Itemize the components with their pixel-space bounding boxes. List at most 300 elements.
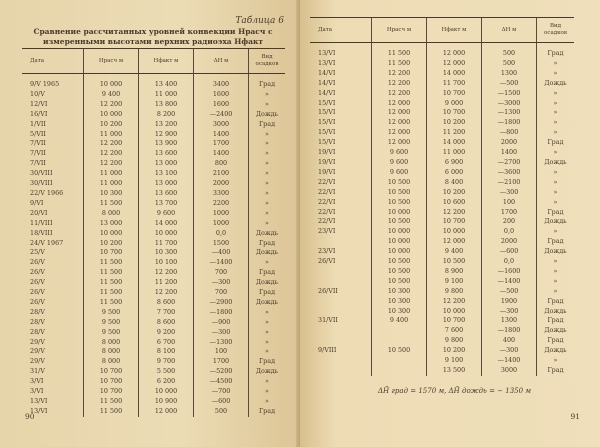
- table-cell: 23/VI: [318, 227, 336, 236]
- table-cell: 3/VI: [30, 377, 44, 386]
- table-row: [22, 357, 285, 367]
- data-table-right: [310, 17, 574, 376]
- table-cell: 13 200: [139, 120, 194, 130]
- table-cell: Дождь: [249, 367, 286, 377]
- table-cell: 9 800: [427, 287, 482, 297]
- table-cell: 11/VIII: [30, 218, 53, 227]
- table-cell: —2400: [194, 110, 249, 120]
- table-cell: 6 200: [139, 377, 194, 387]
- table-cell: 8 000: [84, 347, 139, 357]
- table-cell: —300: [482, 307, 537, 317]
- table-row: [310, 148, 574, 158]
- table-cell: »: [249, 387, 286, 397]
- table-row: [310, 188, 574, 198]
- table-cell: —1400: [194, 258, 249, 268]
- table-cell: 10 600: [427, 198, 482, 208]
- table-cell: 13 700: [139, 199, 194, 209]
- table-cell: 10 200: [427, 188, 482, 198]
- table-cell: —2100: [482, 178, 537, 188]
- table-cell: 20/VI: [30, 208, 48, 217]
- table-cell: 10 500: [372, 277, 427, 287]
- table-row: [22, 239, 285, 249]
- table-cell: 13 100: [139, 169, 194, 179]
- table-cell: 10 200: [84, 120, 139, 130]
- table-cell: Дождь: [537, 307, 575, 317]
- table-cell: »: [249, 149, 286, 159]
- table-cell: 12 000: [372, 118, 427, 128]
- table-cell: Град: [537, 237, 575, 247]
- table-cell: 2000: [482, 138, 537, 148]
- table-row: [310, 178, 574, 188]
- table-cell: 12 000: [427, 59, 482, 69]
- table-cell: 10 300: [372, 307, 427, 317]
- table-cell: »: [249, 100, 286, 110]
- table-cell: 11 500: [84, 407, 139, 417]
- table-row: [22, 248, 285, 258]
- column-header: Нрасч м: [84, 49, 139, 74]
- table-cell: 10 000: [372, 227, 427, 237]
- table-cell: 12 200: [84, 159, 139, 169]
- table-cell: —3600: [482, 168, 537, 178]
- table-cell: »: [537, 118, 575, 128]
- table-row: [310, 267, 574, 277]
- table-cell: 500: [482, 43, 537, 59]
- table-cell: 10 000: [372, 208, 427, 218]
- table-cell: 11 500: [84, 268, 139, 278]
- table-cell: 9 800: [427, 336, 482, 346]
- table-cell: 26/VII: [318, 286, 338, 295]
- table-cell: 10 500: [372, 267, 427, 277]
- table-row: [310, 168, 574, 178]
- table-cell: 3400: [194, 74, 249, 90]
- table-cell: Град: [537, 138, 575, 148]
- table-cell: 400: [482, 336, 537, 346]
- table-row: [310, 326, 574, 336]
- table-cell: »: [249, 90, 286, 100]
- table-cell: 3/VI: [30, 387, 44, 396]
- table-cell: —900: [194, 318, 249, 328]
- table-row: [22, 209, 285, 219]
- table-cell: 12 200: [427, 208, 482, 218]
- table-cell: 6 000: [427, 168, 482, 178]
- table-cell: 15/VI: [318, 108, 336, 117]
- table-cell: 1300: [482, 316, 537, 326]
- table-cell: 22/VI: [318, 187, 336, 196]
- table-cell: 30/VIII: [30, 169, 53, 178]
- table-cell: »: [249, 377, 286, 387]
- table-cell: 1/VII: [30, 119, 46, 128]
- table-cell: 15/VI: [318, 138, 336, 147]
- table-cell: —5200: [194, 367, 249, 377]
- table-cell: [372, 366, 427, 376]
- table-row: [310, 257, 574, 267]
- table-cell: 700: [194, 268, 249, 278]
- table-cell: 10 300: [372, 297, 427, 307]
- table-cell: 5/VII: [30, 129, 46, 138]
- table-cell: —300: [194, 328, 249, 338]
- table-cell: 100: [482, 198, 537, 208]
- table-cell: —4500: [194, 377, 249, 387]
- table-cell: 10 700: [427, 316, 482, 326]
- table-cell: 13 600: [139, 189, 194, 199]
- table-cell: 10 700: [427, 89, 482, 99]
- table-cell: 13 400: [139, 74, 194, 90]
- table-cell: —300: [482, 188, 537, 198]
- table-cell: 0,0: [482, 257, 537, 267]
- table-cell: 10 300: [372, 287, 427, 297]
- table-cell: 11 500: [84, 258, 139, 268]
- table-cell: —2700: [482, 158, 537, 168]
- table-cell: 13 000: [84, 219, 139, 229]
- table-cell: »: [249, 258, 286, 268]
- table-cell: —700: [194, 387, 249, 397]
- table-cell: 10 900: [139, 397, 194, 407]
- table-cell: 10 500: [372, 257, 427, 267]
- table-cell: —2900: [194, 298, 249, 308]
- table-cell: 11 700: [139, 239, 194, 249]
- table-cell: 11 500: [84, 397, 139, 407]
- table-cell: 1400: [482, 148, 537, 158]
- table-cell: 14 000: [427, 69, 482, 79]
- table-cell: 25/V: [30, 248, 45, 257]
- table-cell: 10 500: [427, 257, 482, 267]
- table-cell: »: [537, 89, 575, 99]
- column-header: ΔН м: [194, 49, 249, 74]
- table-cell: 12 000: [372, 108, 427, 118]
- page-number: 90: [25, 412, 35, 421]
- table-cell: [310, 297, 372, 307]
- table-cell: 1400: [194, 130, 249, 140]
- table-cell: 14 000: [427, 138, 482, 148]
- table-cell: 8 000: [84, 338, 139, 348]
- table-cell: 7 700: [139, 308, 194, 318]
- table-cell: 15/VI: [318, 118, 336, 127]
- table-cell: —1600: [482, 267, 537, 277]
- table-cell: 13/VI: [318, 49, 336, 57]
- table-cell: 1300: [482, 69, 537, 79]
- table-caption: Сравнение рассчитанных уровней конвекции Нрасч с измеренными высотами верхних радиоэха Нфакт: [33, 27, 273, 46]
- table-row: [310, 336, 574, 346]
- table-cell: 8 000: [84, 357, 139, 367]
- table-cell: 12 200: [84, 149, 139, 159]
- table-cell: 12 000: [372, 128, 427, 138]
- table-cell: 9 700: [139, 357, 194, 367]
- table-cell: —1400: [482, 277, 537, 287]
- table-row: [310, 237, 574, 247]
- table-cell: 10 000: [139, 387, 194, 397]
- table-cell: Дождь: [537, 158, 575, 168]
- table-cell: 10 000: [84, 110, 139, 120]
- table-cell: 9 600: [139, 209, 194, 219]
- table-cell: [372, 336, 427, 346]
- table-cell: 10 700: [84, 377, 139, 387]
- table-cell: 1600: [194, 100, 249, 110]
- table-cell: 1900: [482, 297, 537, 307]
- table-cell: 26/V: [30, 258, 45, 267]
- table-cell: Дождь: [537, 346, 575, 356]
- table-cell: 22/V 1966: [30, 188, 64, 197]
- table-cell: —800: [482, 128, 537, 138]
- table-cell: »: [249, 199, 286, 209]
- table-cell: 12 200: [139, 288, 194, 298]
- table-cell: 14/VI: [318, 78, 336, 87]
- table-cell: »: [249, 347, 286, 357]
- table-cell: 8 600: [139, 298, 194, 308]
- table-cell: 1700: [194, 357, 249, 367]
- table-cell: 12 000: [372, 99, 427, 109]
- table-cell: 3000: [482, 366, 537, 376]
- table-cell: 8 600: [139, 318, 194, 328]
- table-cell: 26/V: [30, 288, 45, 297]
- table-row: [22, 338, 285, 348]
- table-cell: 10/V: [30, 89, 45, 98]
- table-cell: 28/V: [30, 307, 45, 316]
- table-cell: »: [537, 99, 575, 109]
- table-row: [310, 297, 574, 307]
- table-cell: 15/VI: [318, 128, 336, 137]
- table-cell: 7/VII: [30, 139, 46, 148]
- table-cell: Град: [537, 43, 575, 59]
- table-cell: 14 000: [139, 219, 194, 229]
- right-page: [300, 0, 600, 447]
- table-cell: »: [249, 318, 286, 328]
- table-cell: 10 000: [372, 237, 427, 247]
- table-cell: »: [537, 277, 575, 287]
- table-cell: 10 000: [427, 307, 482, 317]
- table-cell: 31/VII: [318, 316, 338, 325]
- table-row: [22, 397, 285, 407]
- table-cell: 11 000: [139, 90, 194, 100]
- table-cell: 26/VI: [318, 257, 336, 266]
- table-row: [310, 356, 574, 366]
- table-cell: »: [537, 148, 575, 158]
- table-cell: —1300: [194, 338, 249, 348]
- table-cell: 10 500: [372, 188, 427, 198]
- table-cell: 26/V: [30, 268, 45, 277]
- table-cell: [310, 267, 372, 277]
- table-cell: »: [249, 397, 286, 407]
- table-row: [310, 89, 574, 99]
- table-cell: Град: [249, 74, 286, 90]
- page-number: 91: [570, 412, 580, 421]
- table-row: [310, 43, 574, 59]
- table-cell: 1400: [194, 149, 249, 159]
- table-cell: »: [249, 219, 286, 229]
- table-cell: 11 500: [84, 199, 139, 209]
- table-cell: 10 700: [427, 108, 482, 118]
- table-row: [22, 229, 285, 239]
- table-cell: —1500: [482, 89, 537, 99]
- table-cell: 18/VIII: [30, 228, 53, 237]
- table-cell: 9 100: [427, 356, 482, 366]
- table-row: [310, 346, 574, 356]
- table-cell: 9 600: [372, 168, 427, 178]
- table-cell: 9/V 1965: [30, 80, 60, 88]
- table-cell: Дождь: [249, 110, 286, 120]
- table-cell: —1400: [482, 356, 537, 366]
- table-cell: —1300: [482, 108, 537, 118]
- table-row: [22, 74, 285, 90]
- table-cell: 14/VI: [318, 88, 336, 97]
- table-cell: 15/VI: [318, 98, 336, 107]
- table-cell: 10 300: [84, 189, 139, 199]
- column-header: Дата: [22, 49, 84, 74]
- table-cell: 2000: [194, 179, 249, 189]
- table-cell: Град: [537, 208, 575, 218]
- table-row: [22, 268, 285, 278]
- table-cell: »: [537, 257, 575, 267]
- table-cell: [310, 366, 372, 376]
- table-cell: 22/VI: [318, 207, 336, 216]
- table-cell: Град: [249, 288, 286, 298]
- table-cell: 11 500: [84, 288, 139, 298]
- table-cell: 2200: [194, 199, 249, 209]
- table-cell: 12 000: [372, 138, 427, 148]
- table-cell: Град: [249, 357, 286, 367]
- table-cell: »: [537, 227, 575, 237]
- table-row: [22, 347, 285, 357]
- table-row: [310, 366, 574, 376]
- table-cell: Град: [249, 268, 286, 278]
- table-cell: 1700: [194, 139, 249, 149]
- table-cell: Дождь: [537, 326, 575, 336]
- table-cell: 11 000: [84, 130, 139, 140]
- table-cell: 10 300: [139, 248, 194, 258]
- table-cell: 22/VI: [318, 217, 336, 226]
- table-cell: 22/VI: [318, 177, 336, 186]
- table-cell: 9 600: [372, 158, 427, 168]
- table-cell: 13 600: [139, 149, 194, 159]
- table-row: [310, 227, 574, 237]
- table-cell: »: [537, 59, 575, 69]
- table-cell: [310, 326, 372, 336]
- table-cell: 6 900: [427, 158, 482, 168]
- table-row: [22, 288, 285, 298]
- summary-formula: ΔН̄ град = 1570 м, ΔН̄ дождь = − 1350 м: [378, 387, 532, 395]
- table-row: [22, 169, 285, 179]
- data-table-left: [22, 48, 285, 417]
- table-row: [22, 407, 285, 417]
- table-cell: —400: [194, 248, 249, 258]
- table-cell: 5 500: [139, 367, 194, 377]
- table-row: [22, 377, 285, 387]
- table-row: [22, 308, 285, 318]
- table-row: [310, 118, 574, 128]
- table-cell: 12 200: [139, 268, 194, 278]
- table-cell: 11 000: [84, 169, 139, 179]
- table-cell: 19/VI: [318, 167, 336, 176]
- table-cell: »: [249, 328, 286, 338]
- table-row: [310, 316, 574, 326]
- table-row: [22, 367, 285, 377]
- table-cell: [310, 277, 372, 287]
- table-cell: [372, 326, 427, 336]
- table-cell: 12 200: [372, 89, 427, 99]
- table-cell: 200: [482, 217, 537, 227]
- table-cell: 9 500: [84, 328, 139, 338]
- table-cell: 12 200: [427, 297, 482, 307]
- table-row: [310, 217, 574, 227]
- table-cell: 11 700: [427, 79, 482, 89]
- table-cell: 19/VI: [318, 148, 336, 157]
- table-cell: 11 000: [84, 179, 139, 189]
- table-cell: »: [249, 169, 286, 179]
- column-header: Вид осадков: [537, 18, 575, 43]
- table-cell: 10 000: [372, 247, 427, 257]
- table-cell: 11 000: [427, 148, 482, 158]
- table-row: [310, 307, 574, 317]
- table-cell: Дождь: [537, 247, 575, 257]
- table-cell: 9 000: [427, 99, 482, 109]
- table-cell: Дождь: [249, 229, 286, 239]
- table-cell: 10 700: [84, 387, 139, 397]
- table-cell: 7/VII: [30, 159, 46, 168]
- table-row: [310, 59, 574, 69]
- table-cell: »: [249, 209, 286, 219]
- table-cell: [310, 307, 372, 317]
- table-cell: 23/VI: [318, 247, 336, 256]
- table-cell: 9 100: [427, 277, 482, 287]
- table-cell: 7 600: [427, 326, 482, 336]
- table-cell: Дождь: [537, 217, 575, 227]
- table-cell: 1700: [482, 208, 537, 218]
- table-cell: 13 000: [139, 159, 194, 169]
- table-cell: 11 200: [139, 278, 194, 288]
- table-cell: 700: [194, 288, 249, 298]
- table-cell: 800: [194, 159, 249, 169]
- table-cell: Град: [537, 297, 575, 307]
- table-cell: 1000: [194, 209, 249, 219]
- table-cell: 13/VI: [30, 406, 48, 415]
- table-row: [310, 108, 574, 118]
- table-cell: 10 000: [84, 74, 139, 90]
- table-row: [22, 149, 285, 159]
- table-cell: [372, 356, 427, 366]
- table-row: [310, 79, 574, 89]
- table-cell: 10 100: [139, 258, 194, 268]
- table-cell: »: [537, 108, 575, 118]
- table-cell: 9 400: [372, 316, 427, 326]
- table-row: [310, 198, 574, 208]
- column-header: Нфакт м: [139, 49, 194, 74]
- table-row: [22, 179, 285, 189]
- table-cell: 13 900: [139, 139, 194, 149]
- table-cell: 8 200: [139, 110, 194, 120]
- table-cell: 13/VI: [30, 397, 48, 405]
- table-cell: —500: [482, 287, 537, 297]
- table-cell: 28/V: [30, 327, 45, 336]
- table-cell: 10 500: [372, 178, 427, 188]
- table-cell: 12/VI: [30, 99, 48, 108]
- table-row: [22, 130, 285, 140]
- table-cell: 29/V: [30, 337, 45, 346]
- table-cell: 24/V 1967: [30, 238, 64, 247]
- table-cell: 10 700: [427, 217, 482, 227]
- table-cell: »: [537, 128, 575, 138]
- table-cell: 11 500: [84, 278, 139, 288]
- table-cell: 29/V: [30, 357, 45, 366]
- table-cell: »: [249, 338, 286, 348]
- table-cell: 26/V: [30, 297, 45, 306]
- column-header: ΔН м: [482, 18, 537, 43]
- table-cell: —600: [482, 247, 537, 257]
- table-row: [22, 219, 285, 229]
- table-cell: »: [537, 198, 575, 208]
- table-cell: 7/VII: [30, 149, 46, 158]
- table-cell: 10 200: [427, 118, 482, 128]
- table-cell: 10 700: [84, 367, 139, 377]
- table-row: [310, 208, 574, 218]
